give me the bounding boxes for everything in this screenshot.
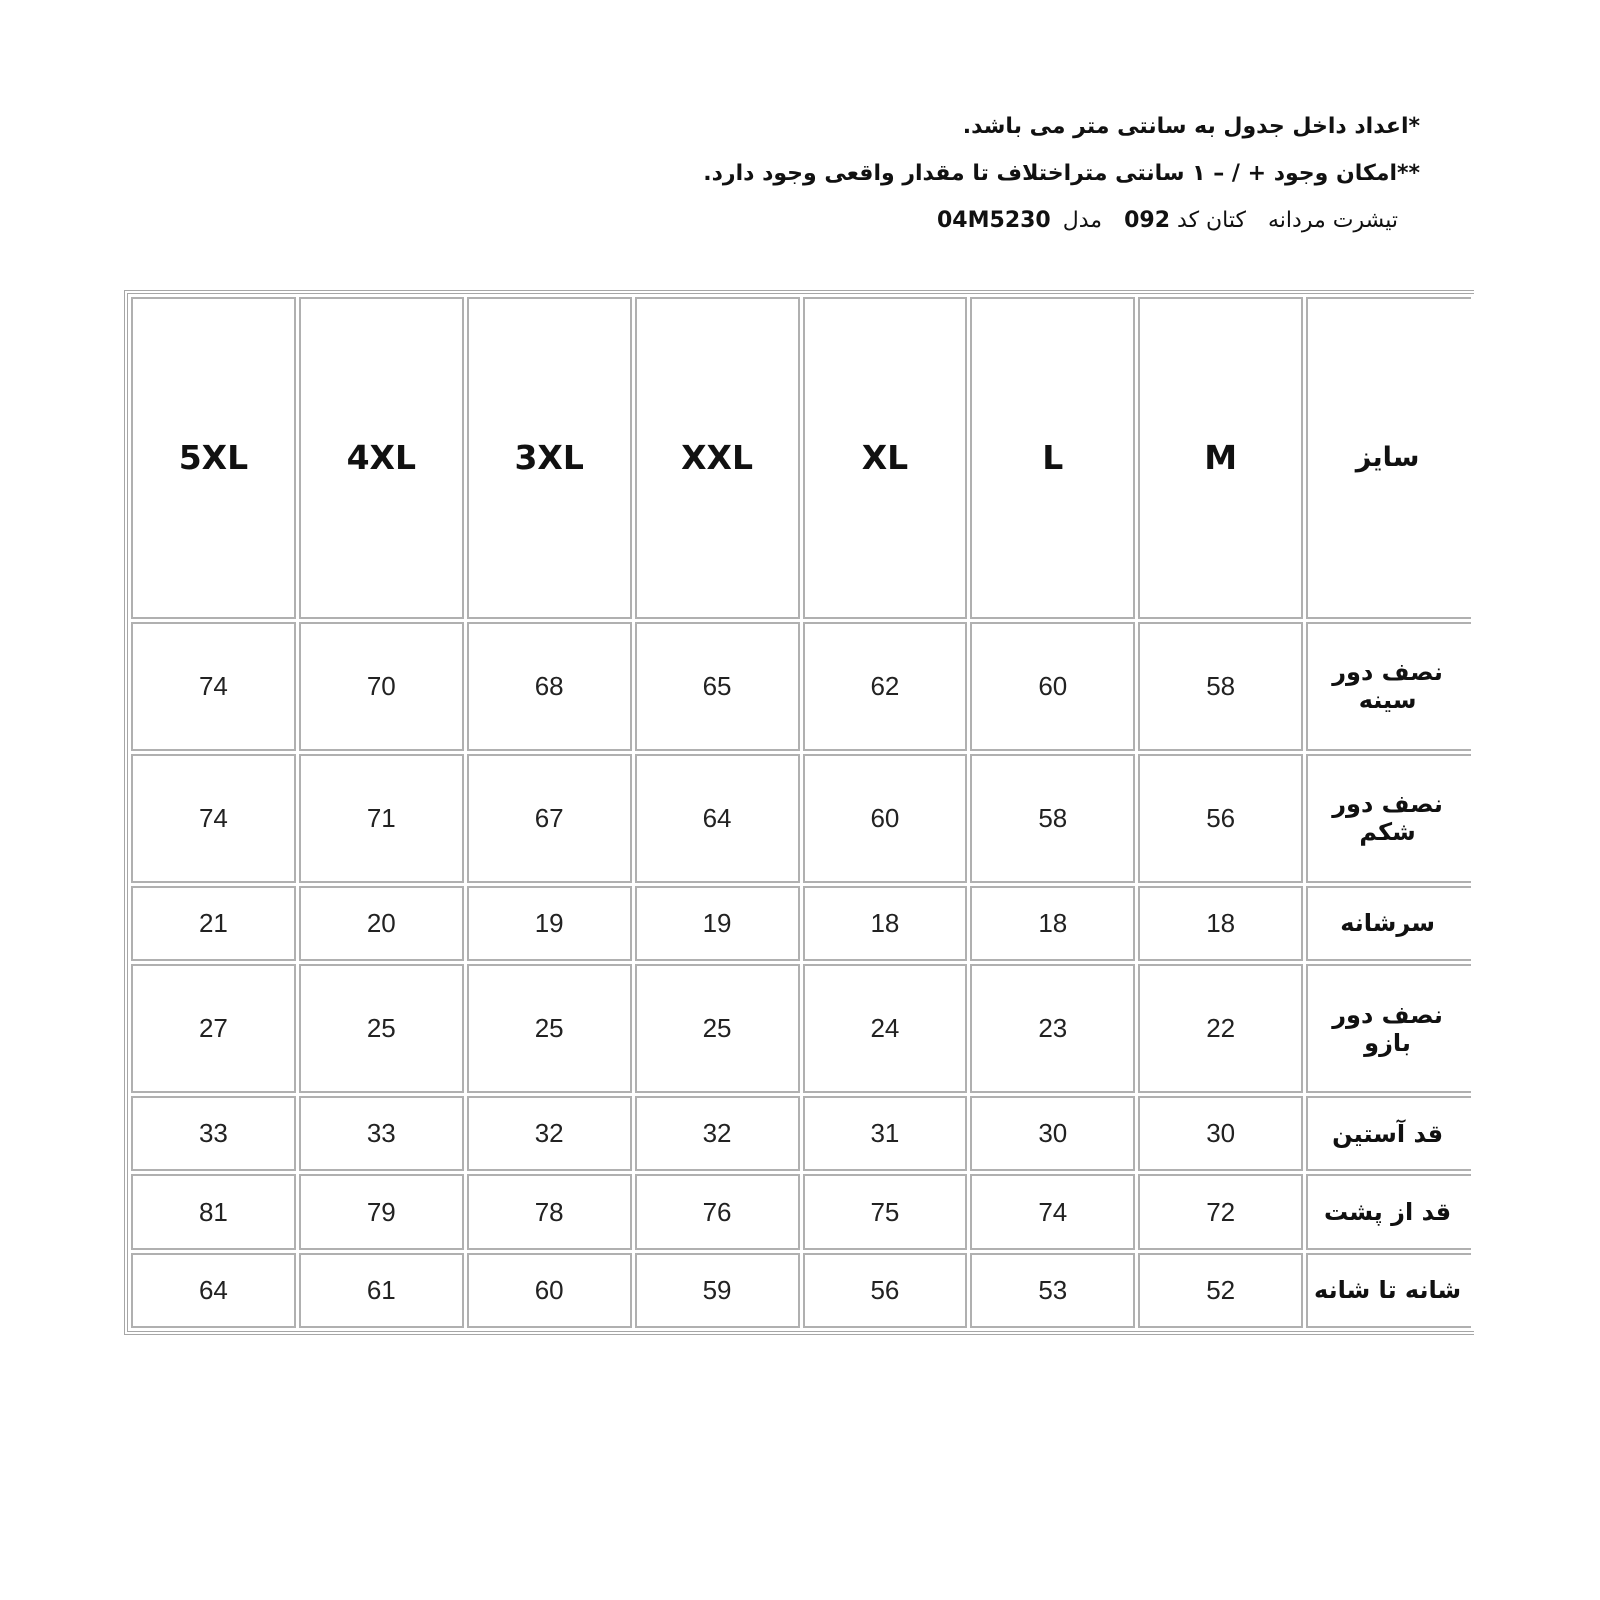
size-header-xxl: XXL [635, 297, 800, 619]
measurement-cell: 20 [299, 886, 464, 961]
measurement-cell: 71 [299, 754, 464, 883]
row-label: نصف دور سینه [1306, 622, 1471, 751]
measurement-cell: 30 [970, 1096, 1135, 1171]
measurement-cell: 23 [970, 964, 1135, 1093]
table-row [131, 886, 1471, 961]
measurement-cell: 68 [467, 622, 632, 751]
measurement-cell: 32 [467, 1096, 632, 1171]
measurement-cell: 70 [299, 622, 464, 751]
row-label: نصف دور شکم [1306, 754, 1471, 883]
measurement-cell: 33 [299, 1096, 464, 1171]
size-header-5xl: 5XL [131, 297, 296, 619]
size-header-3xl: 3XL [467, 297, 632, 619]
measurement-cell: 78 [467, 1174, 632, 1249]
measurement-cell: 32 [635, 1096, 800, 1171]
size-header-m: M [1138, 297, 1303, 619]
measurement-cell: 19 [467, 886, 632, 961]
size-table [128, 294, 1474, 1331]
measurement-cell: 76 [635, 1174, 800, 1249]
product-name: تیشرت مردانه [1268, 208, 1398, 233]
measurement-cell: 25 [635, 964, 800, 1093]
measurement-cell: 25 [467, 964, 632, 1093]
measurement-cell: 74 [131, 622, 296, 751]
row-label: شانه تا شانه [1306, 1253, 1471, 1328]
measurement-cell: 59 [635, 1253, 800, 1328]
table-header-row [131, 297, 1471, 619]
row-label: قد از پشت [1306, 1174, 1471, 1249]
measurement-cell: 60 [467, 1253, 632, 1328]
measurement-cell: 56 [803, 1253, 968, 1328]
row-label: سرشانه [1306, 886, 1471, 961]
measurement-cell: 31 [803, 1096, 968, 1171]
measurement-cell: 27 [131, 964, 296, 1093]
measurement-cell: 18 [803, 886, 968, 961]
measurement-cell: 74 [131, 754, 296, 883]
measurement-cell: 58 [970, 754, 1135, 883]
measurement-cell: 79 [299, 1174, 464, 1249]
measurement-cell: 65 [635, 622, 800, 751]
table-row [131, 622, 1471, 751]
model-label: مدل [1062, 208, 1103, 233]
measurement-cell: 18 [970, 886, 1135, 961]
measurement-cell: 67 [467, 754, 632, 883]
table-row [131, 1096, 1471, 1171]
note-tolerance: **امکان وجود + / – ۱ سانتی متراختلاف تا مقدار واقعی وجود دارد. [703, 161, 1420, 186]
measurement-cell: 64 [635, 754, 800, 883]
measurement-cell: 72 [1138, 1174, 1303, 1249]
measurement-cell: 58 [1138, 622, 1303, 751]
table-row [131, 1253, 1471, 1328]
size-header-l: L [970, 297, 1135, 619]
size-header-xl: XL [803, 297, 968, 619]
measurement-cell: 25 [299, 964, 464, 1093]
row-label: قد آستین [1306, 1096, 1471, 1171]
size-table-frame [124, 290, 1474, 1335]
measurement-cell: 33 [131, 1096, 296, 1171]
measurement-cell: 60 [970, 622, 1135, 751]
table-row [131, 1174, 1471, 1249]
size-header-4xl: 4XL [299, 297, 464, 619]
measurement-cell: 62 [803, 622, 968, 751]
notes [620, 112, 1420, 253]
table-row [131, 964, 1471, 1093]
measurement-cell: 64 [131, 1253, 296, 1328]
measurement-cell: 52 [1138, 1253, 1303, 1328]
note-units: *اعداد داخل جدول به سانتی متر می باشد. [962, 114, 1420, 139]
measurement-cell: 18 [1138, 886, 1303, 961]
measurement-cell: 19 [635, 886, 800, 961]
model-number: 04M5230 [937, 208, 1051, 233]
measurement-cell: 21 [131, 886, 296, 961]
measurement-cell: 30 [1138, 1096, 1303, 1171]
table-row [131, 754, 1471, 883]
measurement-cell: 74 [970, 1174, 1135, 1249]
measurement-cell: 24 [803, 964, 968, 1093]
product-code: 092 [1124, 208, 1171, 233]
measurement-cell: 56 [1138, 754, 1303, 883]
product-line [620, 206, 1420, 236]
row-label: نصف دور بازو [1306, 964, 1471, 1093]
label-column-header: سایز [1306, 297, 1471, 619]
measurement-cell: 53 [970, 1253, 1135, 1328]
measurement-cell: 22 [1138, 964, 1303, 1093]
measurement-cell: 61 [299, 1253, 464, 1328]
measurement-cell: 81 [131, 1174, 296, 1249]
material-code-label: کتان کد [1177, 208, 1247, 233]
measurement-cell: 75 [803, 1174, 968, 1249]
measurement-cell: 60 [803, 754, 968, 883]
